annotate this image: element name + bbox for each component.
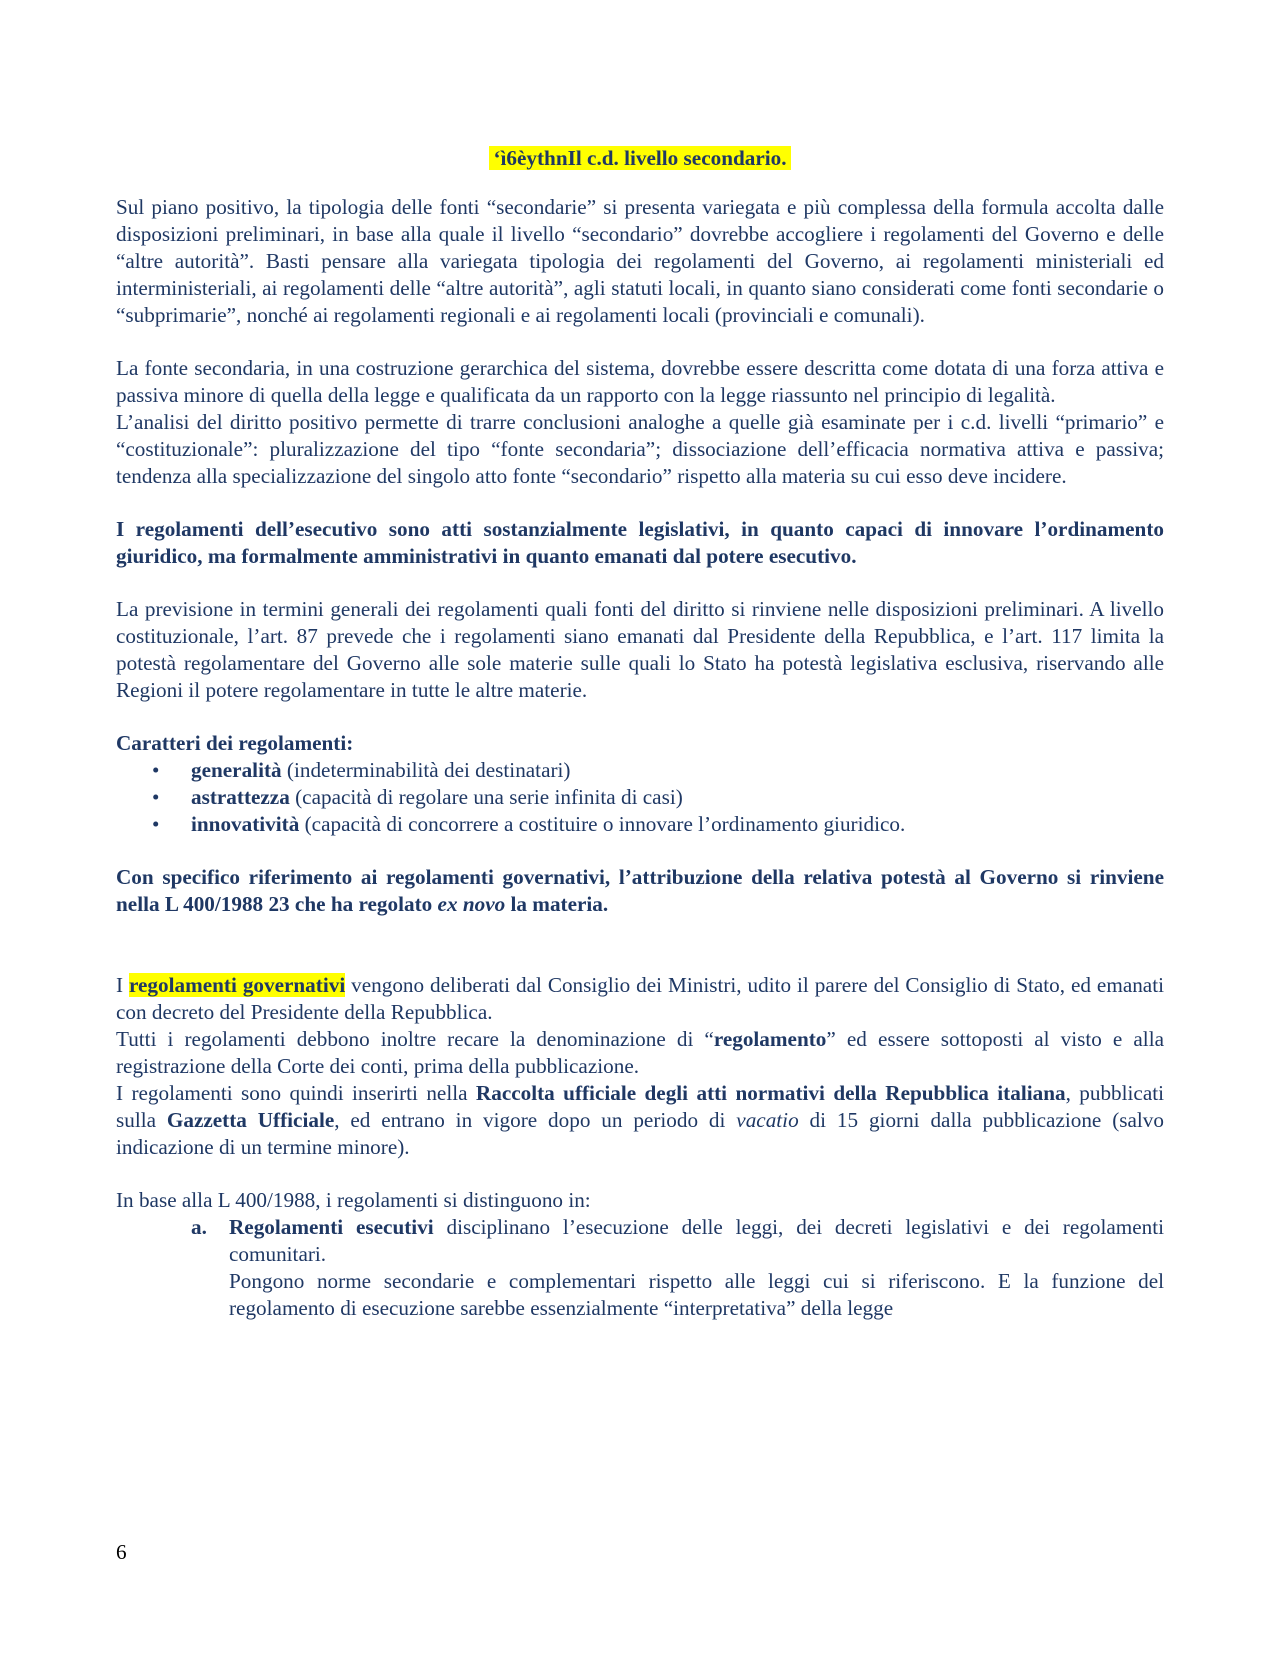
bold-term: Gazzetta Ufficiale [166,1108,335,1132]
text-run: la materia. [505,892,609,916]
list-item [116,784,1164,811]
bold-term: regolamento [713,1027,827,1051]
list-item-term: astrattezza [191,785,290,809]
italic-text: ex novo [437,892,506,916]
paragraph-denominazione [116,1026,1164,1080]
text-run: Tutti i regolamenti debbono inoltre recare la denominazione di “ [116,1027,714,1051]
caratteri-section [116,730,1164,838]
list-item-desc: disciplinano l’esecuzione delle leggi, dei decreti legislativi e dei regolamenti comunitari. [229,1215,1164,1266]
paragraph-riferimento-governativi [116,864,1164,918]
text-run: I [116,973,129,997]
list-item-term: innovatività [191,812,300,836]
text-run: , pubblicati sulla [116,1081,1165,1132]
paragraph-analisi-diritto: L’analisi del diritto positivo permette di trarre conclusioni analoghe a quelle già esaminate per i c.d. livelli “primario” e “costituzionale”: pluralizzazione del tipo “fonte secondaria”; dissociazione dell’efficacia normativa attiva e passiva; tendenza alla specializzazione del singolo atto fonte “secondario” rispetto alla materia su cui esso deve incidere. [116,410,1164,488]
list-item [116,811,1164,838]
list-item-desc: (capacità di concorrere a costituire o innovare l’ordinamento giuridico. [299,812,906,836]
caratteri-list [116,757,1164,838]
paragraph-raccolta-ufficiale [116,1080,1164,1161]
list-item-desc: (capacità di regolare una serie infinita di casi) [289,785,683,809]
paragraph-regolamenti-governativi [116,972,1164,1026]
list-item-term: Regolamenti esecutivi [229,1215,434,1239]
section-heading-text: ‘ì6èythnIl c.d. livello secondario. [489,146,790,170]
bullet-icon: • [152,785,160,809]
caratteri-title: Caratteri dei regolamenti: [116,731,354,755]
list-item-term: generalità [191,758,282,782]
list-item [116,757,1164,784]
text-run: , ed entrano in vigore dopo un periodo di [334,1108,737,1132]
page-number: 6 [116,1540,127,1564]
highlighted-term: regolamenti governativi [129,973,346,997]
paragraph-regolamenti-esecutivo: I regolamenti dell’esecutivo sono atti sostanzialmente legislativi, in quanto capaci di innovare l’ordinamento giuridico, ma formalmente amministrativi in quanto emanati dal potere esecutivo. [116,517,1164,568]
paragraph-previsione-regolamenti: La previsione in termini generali dei regolamenti quali fonti del diritto si rinviene nelle disposizioni preliminari. A livello costituzionale, l’art. 87 prevede che i regolamenti siano emanati dal Presidente della Repubblica, e l’art. 117 limita la potestà regolamentare del Governo alle sole materie sulle quali lo Stato ha potestà legislativa esclusiva, riservando alle Regioni il potere regolamentare in tutte le altre materie. [116,597,1164,702]
list-item-continuation: Pongono norme secondarie e complementari rispetto alle leggi cui si riferiscono. E la funzione del regolamento di esecuzione sarebbe essenzialmente “interpretativa” della legge [229,1269,1164,1320]
regolamenti-type-list [116,1214,1164,1322]
text-run: di 15 giorni dalla pubblicazione (salvo indicazione di un termine minore). [116,1108,1164,1159]
bold-term: Raccolta ufficiale degli atti normativi della Repubblica italiana [475,1081,1066,1105]
paragraph-fonte-secondaria: La fonte secondaria, in una costruzione gerarchica del sistema, dovrebbe essere descritta come dotata di una forza attiva e passiva minore di quella della legge e qualificata da un rapporto con la legge riassunto nel principio di legalità. [116,356,1164,407]
text-run: vengono deliberati dal Consiglio dei Ministri, udito il parere del Consiglio di Stato, ed emanati con decreto del Presidente della Repubblica. [116,973,1164,1024]
section-heading [116,145,1164,172]
document-body [116,145,1164,1322]
text-run: ” ed essere sottoposti al visto e alla registrazione della Corte dei conti, prima della pubblicazione. [116,1027,1164,1078]
paragraph-fonti-secondarie: Sul piano positivo, la tipologia delle fonti “secondarie” si presenta variegata e più complessa della formula accolta dalle disposizioni preliminari, in base alla quale il livello “secondario” dovrebbe accogliere i regolamenti del Governo e delle “altre autorità”. Basti pensare alla variegata tipologia dei regolamenti del Governo, ai regolamenti ministeriali ed interministeriali, ai regolamenti delle “altre autorità”, agli statuti locali, in quanto siano considerati come fonti secondarie o “subprimarie”, nonché ai regolamenti regionali e ai regolamenti locali (provinciali e comunali). [116,195,1164,327]
list-item-desc: (indeterminabilità dei destinatari) [281,758,571,782]
paragraph-distinzione: In base alla L 400/1988, i regolamenti si distinguono in: [116,1188,591,1212]
bullet-icon: • [152,812,160,836]
list-marker: a. [191,1215,207,1239]
list-item [116,1214,1164,1322]
text-run: I regolamenti sono quindi inserirti nella [116,1081,476,1105]
text-run: Con specifico riferimento ai regolamenti governativi, l’attribuzione della relativa potestà al Governo si rinviene nella L 400/1988 23 che ha regolato [116,865,1164,916]
bullet-icon: • [152,758,160,782]
italic-text: vacatio [736,1108,799,1132]
